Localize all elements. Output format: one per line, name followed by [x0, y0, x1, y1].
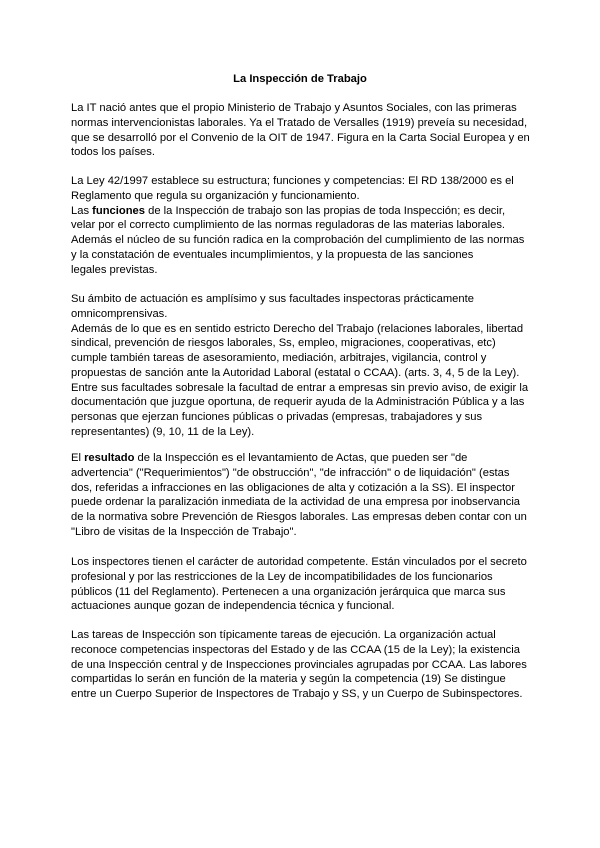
text-line: de una Inspección central y de Inspecciones provinciales agrupadas por CCAA. Las labores [71, 658, 527, 671]
text-run: Las [71, 204, 93, 217]
text-line: documentación que juzgue oportuna, de requerir ayuda de la Administración Pública y a las [71, 396, 525, 409]
text-line: todos los países. [71, 146, 155, 159]
text-line: velar por el correcto cumplimiento de las normas reguladoras de las materias laborales. [71, 219, 506, 232]
bold-term-funciones: funciones [92, 204, 145, 217]
paragraph-inspectors [71, 555, 541, 614]
text-line: "Libro de visitas de la Inspección de Trabajo". [71, 525, 297, 538]
text-line: personas que ejerzan funciones públicas o privadas (empresas, trabajadores y sus [71, 411, 483, 423]
text-line: Su ámbito de actuación es amplísimo y sus facultades inspectoras prácticamente [71, 293, 474, 305]
text-line: reconoce competencias inspectoras del Estado y de las CCAA (15 de la Ley); la existencia [71, 643, 520, 656]
text-line: omnicomprensivas. [71, 307, 168, 320]
text-line: dos, referidas a infracciones en las obligaciones de alta y cotización a la SS). El inspector [71, 481, 516, 494]
paragraph-functions [71, 174, 541, 277]
text-line: representantes) (9, 10, 11 de la Ley). [71, 425, 255, 438]
text-line: advertencia" ("Requerimientos") "de obstrucción", "de infracción" o de liquidación" (estas [71, 466, 510, 479]
text-line: entre un Cuerpo Superior de Inspectores de Trabajo y SS, y un Cuerpo de Subinspectores. [71, 688, 523, 700]
paragraph-origin [71, 101, 541, 160]
text-line: Los inspectores tienen el carácter de autoridad competente. Están vinculados por el secreto [71, 556, 527, 568]
text-line: y la constatación de eventuales incumplimientos, y la propuesta de las sanciones [71, 248, 474, 261]
text-line: de la normativa sobre Prevención de Riesgos laborales. Las empresas deben contar con un [71, 511, 527, 523]
text-line: legales previstas. [71, 263, 158, 276]
bold-term-resultado: resultado [84, 452, 135, 464]
text-run: de la Inspección de trabajo son las propias de toda Inspección; es decir, [145, 204, 506, 217]
paragraph-tasks [71, 628, 541, 702]
text-line: La Ley 42/1997 establece su estructura; funciones y competencias: El RD 138/2000 es el [71, 175, 514, 187]
text-line: normas intervencionistas laborales. Ya el Tratado de Versalles (1919) preveía su necesidad, [71, 116, 528, 129]
paragraph-result [71, 451, 541, 540]
text-line: cumple también tareas de asesoramiento, mediación, arbitrajes, vigilancia, control y [71, 352, 487, 364]
text-line: La IT nació antes que el propio Ministerio de Trabajo y Asuntos Sociales, con las primeras [71, 102, 517, 114]
text-line: actuaciones aunque gozan de independencia técnica y funcional. [71, 600, 395, 613]
text-line: Además el núcleo de su función radica en la comprobación del cumplimiento de las normas [71, 234, 525, 246]
text-line: Entre sus facultades sobresale la facultad de entrar a empresas sin previo aviso, de exigir la [71, 381, 529, 394]
text-line-with-bold [71, 204, 541, 219]
text-line: que se desarrolló por el Convenio de la OIT de 1947. Figura en la Carta Social Europea y en [71, 131, 530, 144]
paragraph-scope [71, 292, 541, 440]
text-line: puede ordenar la paralización inmediata de la actividad de una empresa por inobservancia [71, 496, 521, 509]
text-line: Las tareas de Inspección son típicamente tareas de ejecución. La organización actual [71, 629, 496, 641]
document-title: La Inspección de Trabajo [233, 73, 367, 85]
text-run: El [71, 452, 85, 464]
text-line: Además de lo que es en sentido estricto Derecho del Trabajo (relaciones laborales, libertad [71, 322, 524, 335]
text-line: profesional y por las restricciones de la Ley de incompatibilidades de los funcionarios [71, 570, 493, 583]
text-line: públicos (11 del Reglamento). Pertenecen a una organización jerárquica que marca sus [71, 585, 506, 598]
text-line: propuestas de sanción ante la Autoridad Laboral (estatal o CCAA). (arts. 3, 4, 5 de la Ley). [71, 366, 520, 379]
text-line-with-bold [71, 451, 541, 466]
text-line: compartidas lo serán en función de la materia y según la competencia (19) Se distingue [71, 673, 506, 686]
text-line: Reglamento que regula su organización y funcionamiento. [71, 189, 360, 202]
text-line: sindical, prevención de riesgos laborales, Ss, empleo, migraciones, cooperativas, etc) [71, 337, 496, 350]
text-run: de la Inspección es el levantamiento de Actas, que pueden ser "de [134, 452, 468, 464]
